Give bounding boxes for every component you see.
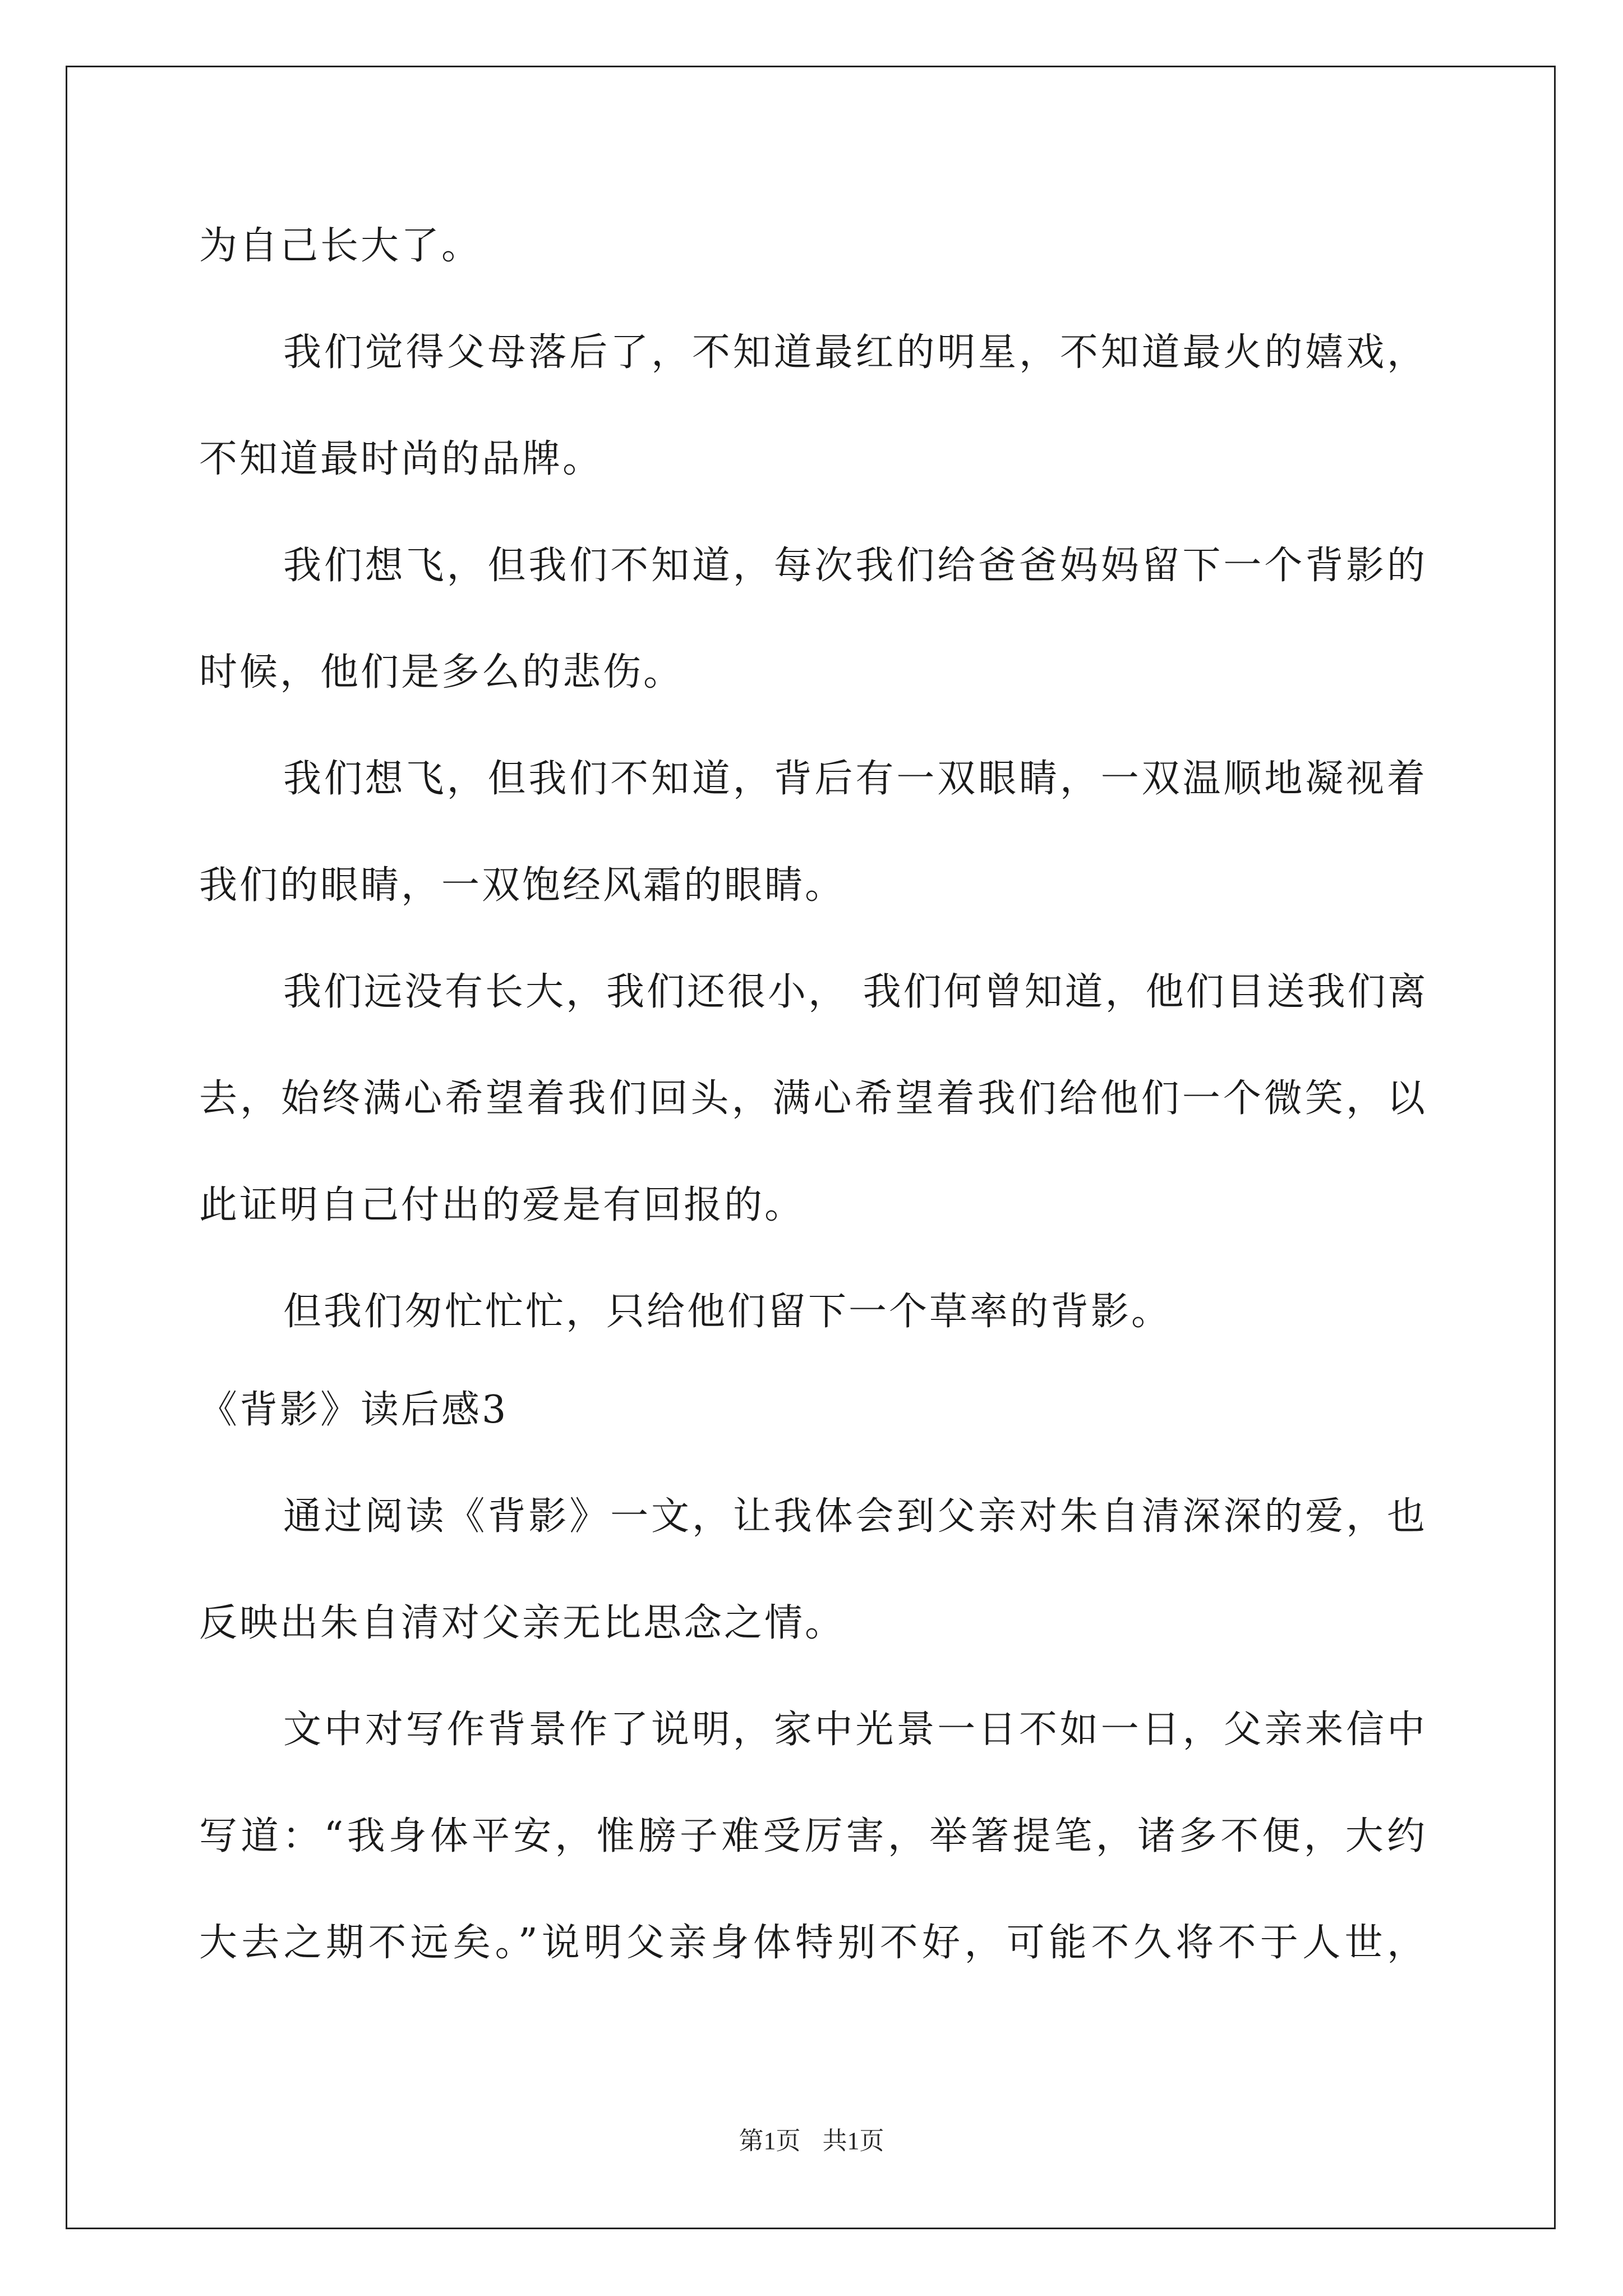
section-heading: 《背影》读后感3 xyxy=(199,1388,509,1432)
paragraph-line: 时候，他们是多么的悲伤。 xyxy=(199,650,684,694)
page-border xyxy=(66,66,1556,2229)
paragraph-line: 我们远没有长大，我们还很小， 我们何曾知道，他们目送我们离 xyxy=(283,970,1428,1014)
paragraph-line: 文中对写作背景作了说明，家中光景一日不如一日，父亲来信中 xyxy=(283,1708,1427,1752)
paragraph-line: 去，始终满心希望着我们回头，满心希望着我们给他们一个微笑，以 xyxy=(199,1076,1427,1121)
paragraph-line: 此证明自己付出的爱是有回报的。 xyxy=(199,1183,805,1227)
paragraph-line: 写道：“我身体平安，惟膀子难受厉害，举箸提笔，诸多不便，大约 xyxy=(199,1814,1427,1858)
paragraph-line: 我们想飞，但我们不知道，背后有一双眼睛，一双温顺地凝视着 xyxy=(283,757,1427,801)
paragraph-line: 为自己长大了。 xyxy=(199,224,482,268)
page-footer xyxy=(0,2120,1623,2156)
paragraph-line: 我们的眼睛，一双饱经风霜的眼睛。 xyxy=(199,863,846,908)
paragraph-line: 不知道最时尚的品牌。 xyxy=(199,437,603,481)
paragraph-line: 但我们匆忙忙忙，只给他们留下一个草率的背影。 xyxy=(283,1290,1172,1334)
paragraph-line: 我们想飞，但我们不知道，每次我们给爸爸妈妈留下一个背影的 xyxy=(283,544,1427,588)
paragraph-line: 通过阅读《背影》一文，让我体会到父亲对朱自清深深的爱，也 xyxy=(283,1494,1427,1539)
paragraph-line: 大去之期不远矣。”说明父亲身体特别不好，可能不久将不于人世， xyxy=(199,1921,1427,1965)
page-number-current: 第1页 xyxy=(739,2127,801,2155)
paragraph-line: 我们觉得父母落后了，不知道最红的明星，不知道最火的嬉戏， xyxy=(283,330,1427,375)
page-number-total: 共1页 xyxy=(822,2127,884,2155)
paragraph-line: 反映出朱自清对父亲无比思念之情。 xyxy=(199,1601,846,1645)
